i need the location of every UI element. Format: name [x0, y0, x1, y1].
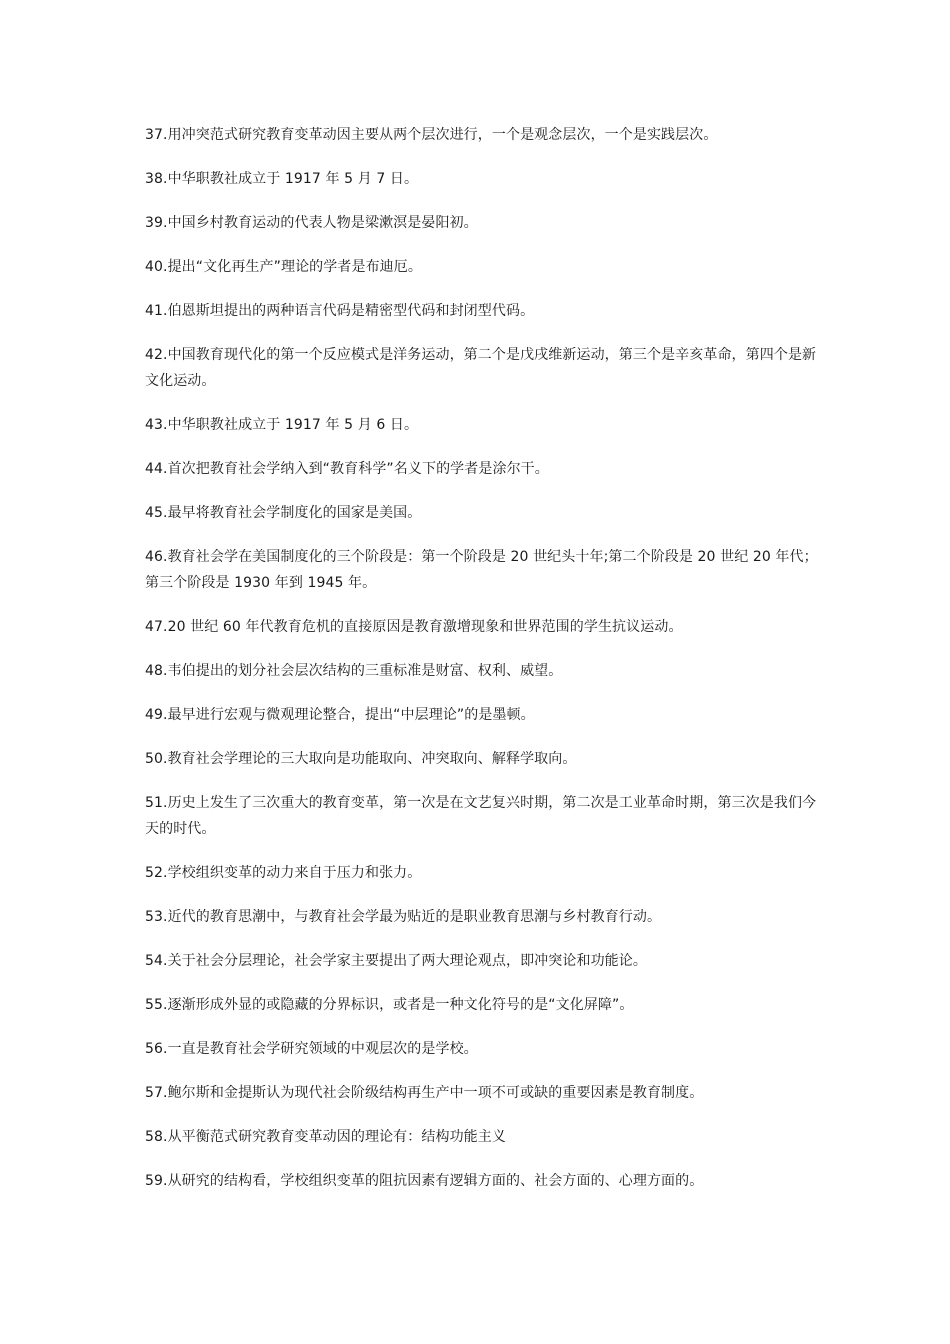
list-item-50: 50.教育社会学理论的三大取向是功能取向、冲突取向、解释学取向。	[145, 751, 577, 767]
list-item-56: 56.一直是教育社会学研究领域的中观层次的是学校。	[145, 1041, 478, 1057]
list-item-57: 57.鲍尔斯和金提斯认为现代社会阶级结构再生产中一项不可或缺的重要因素是教育制度。	[145, 1085, 704, 1101]
list-item-43: 43.中华职教社成立于 1917 年 5 月 6 日。	[145, 417, 419, 433]
list-item-42: 42.中国教育现代化的第一个反应模式是洋务运动，第二个是戊戌维新运动，第三个是辛亥革命，第四个是新文化运动。	[145, 347, 817, 389]
list-item-51: 51.历史上发生了三次重大的教育变革，第一次是在文艺复兴时期，第二次是工业革命时期，第三次是我们今天的时代。	[145, 795, 817, 837]
list-item-49: 49.最早进行宏观与微观理论整合，提出“中层理论”的是墨顿。	[145, 707, 535, 723]
list-item-48: 48.韦伯提出的划分社会层次结构的三重标准是财富、权利、威望。	[145, 663, 563, 679]
qa-list	[145, 122, 825, 1212]
list-item-46: 46.教育社会学在美国制度化的三个阶段是：第一个阶段是 20 世纪头十年;第二个阶段是 20 世纪 20 年代；第三个阶段是 1930 年到 1945 年。	[145, 549, 818, 591]
list-item-59: 59.从研究的结构看，学校组织变革的阻抗因素有逻辑方面的、社会方面的、心理方面的。	[145, 1173, 704, 1189]
list-item-38: 38.中华职教社成立于 1917 年 5 月 7 日。	[145, 171, 419, 187]
list-item-45: 45.最早将教育社会学制度化的国家是美国。	[145, 505, 422, 521]
list-item-53: 53.近代的教育思潮中，与教育社会学最为贴近的是职业教育思潮与乡村教育行动。	[145, 909, 662, 925]
list-item-40: 40.提出“文化再生产”理论的学者是布迪厄。	[145, 259, 422, 275]
list-item-47: 47.20 世纪 60 年代教育危机的直接原因是教育激增现象和世界范围的学生抗议运动。	[145, 619, 683, 635]
list-item-52: 52.学校组织变革的动力来自于压力和张力。	[145, 865, 422, 881]
list-item-39: 39.中国乡村教育运动的代表人物是梁漱溟是晏阳初。	[145, 215, 478, 231]
list-item-37: 37.用冲突范式研究教育变革动因主要从两个层次进行，一个是观念层次，一个是实践层次。	[145, 127, 718, 143]
list-item-58: 58.从平衡范式研究教育变革动因的理论有：结构功能主义	[145, 1129, 506, 1145]
list-item-44: 44.首次把教育社会学纳入到“教育科学”名义下的学者是涂尔干。	[145, 461, 549, 477]
list-item-55: 55.逐渐形成外显的或隐藏的分界标识，或者是一种文化符号的是“文化屏障”。	[145, 997, 634, 1013]
list-item-54: 54.关于社会分层理论，社会学家主要提出了两大理论观点，即冲突论和功能论。	[145, 953, 647, 969]
list-item-41: 41.伯恩斯坦提出的两种语言代码是精密型代码和封闭型代码。	[145, 303, 535, 319]
